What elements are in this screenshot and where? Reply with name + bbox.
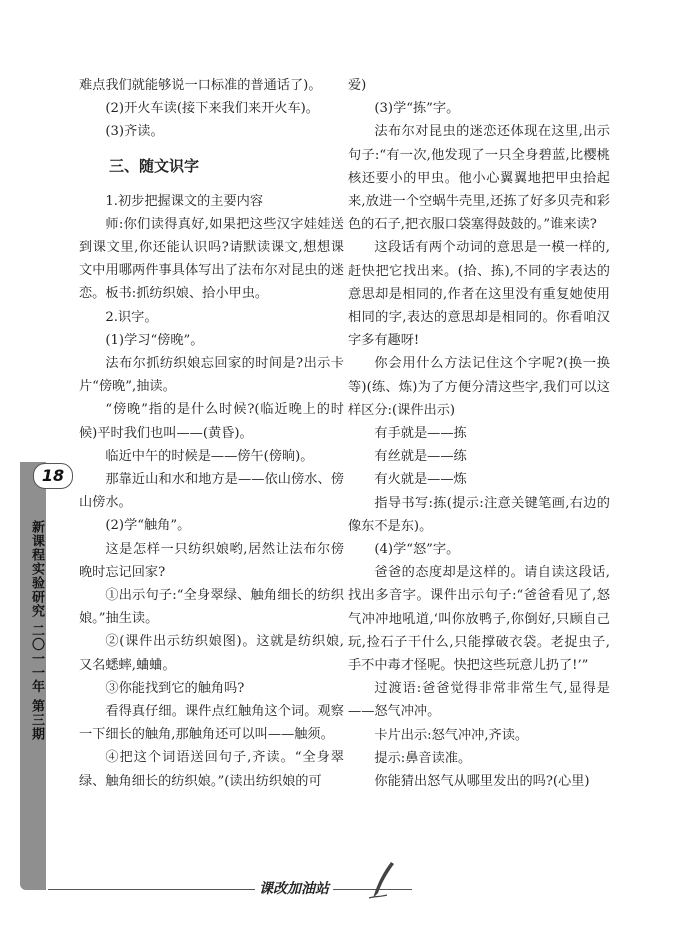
paragraph: (2)学“触角”。 <box>105 518 191 534</box>
paragraph: 1.初步把握课文的主要内容 <box>105 193 264 209</box>
footer-label: 课改加油站 <box>255 878 333 898</box>
paragraph: 那靠近山和水和地方是——依山傍水、傍山傍水。 <box>79 472 344 511</box>
left-column <box>79 74 344 793</box>
paragraph: 你能猜出怒气从哪里发出的吗?(心里) <box>374 774 590 790</box>
paragraph: (4)学“怒”字。 <box>374 542 460 558</box>
footer-rule <box>48 889 412 890</box>
paragraph: 有丝就是——练 <box>374 449 467 465</box>
paragraph: 法布尔抓纺织娘忘回家的时间是?出示卡片“傍晚”,抽读。 <box>79 356 344 395</box>
page-number: 18 <box>33 463 73 489</box>
paragraph: 指导书写:拣(提示:注意关键笔画,右边的像东不是东)。 <box>348 495 610 534</box>
paragraph: “傍晚”指的是什么时候?(临近晚上的时候)平时我们也叫——(黄昏)。 <box>79 402 344 441</box>
paragraph: 有手就是——拣 <box>374 426 467 442</box>
paragraph: 爸爸的态度却是这样的。请自读这段话,找出多音字。课件出示句子:“爸爸看见了,怒气冲冲地吼道,‘叫你放鸭子,你倒好,只顾自己玩,捡石子干什么,只能撑破衣袋。老捉虫子,手不中毒才怪呢。快把这些玩意儿扔了!’” <box>348 565 610 674</box>
paragraph: 有火就是——炼 <box>374 472 467 488</box>
paragraph: 法布尔对昆虫的迷恋还体现在这里,出示句子:“有一次,他发现了一只全身碧蓝,比樱桃核还要小的甲虫。他小心翼翼地把甲虫拾起来,放进一个空蜗牛壳里,还拣了好多贝壳和彩色的石子,把衣服口袋塞得鼓鼓的。”谁来读? <box>348 124 610 233</box>
pen-icon <box>367 860 397 900</box>
paragraph: 难点我们就能够说一口标准的普通话了)。 <box>79 78 322 93</box>
paragraph: 你会用什么方法记住这个字呢?(换一换等)(练、炼)为了方便分清这些字,我们可以这样区分:(课件出示) <box>348 356 610 418</box>
section-heading: 三、随文识字 <box>109 156 200 175</box>
right-column <box>348 74 610 793</box>
paragraph: ②(课件出示纺织娘图)。这就是纺织娘,又名蟋蟀,蛐蛐。 <box>79 634 344 673</box>
paragraph: 看得真仔细。课件点红触角这个词。观察一下细长的触角,那触角还可以叫——触须。 <box>79 704 344 743</box>
paragraph: 爱) <box>348 78 367 93</box>
paragraph: 这是怎样一只纺织娘哟,居然让法布尔傍晚时忘记回家? <box>79 541 344 580</box>
paragraph: 卡片出示:怒气冲冲,齐读。 <box>374 727 529 743</box>
paragraph: (1)学习“傍晚”。 <box>105 332 204 348</box>
paragraph: 2.识字。 <box>105 309 158 325</box>
paragraph: ①出示句子:“全身翠绿、触角细长的纺织娘。”抽生读。 <box>79 588 344 627</box>
paragraph: 提示:鼻音读准。 <box>374 750 472 766</box>
paragraph: (3)学“拣”字。 <box>374 101 460 117</box>
paragraph: 临近中午的时候是——傍午(傍晌)。 <box>105 448 314 464</box>
paragraph: (2)开火车读(接下来我们来开火车)。 <box>105 101 319 117</box>
paragraph: 这段话有两个动词的意思是一模一样的,赶快把它找出来。(拾、拣),不同的字表达的意思却是相同的,作者在这里没有重复她使用相同的字,表达的意思却是相同的。你看咱汉字多有趣呀! <box>348 240 610 349</box>
paragraph: (3)齐读。 <box>105 124 164 140</box>
paragraph: 过渡语:爸爸觉得非常非常生气,显得是——怒气冲冲。 <box>348 681 610 720</box>
paragraph: ④把这个词语送回句子,齐读。“全身翠绿、触角细长的纺织娘。”(读出纺织娘的可 <box>79 750 344 789</box>
paragraph: ③你能找到它的触角吗? <box>105 680 245 696</box>
paragraph: 师:你们读得真好,如果把这些汉字娃娃送到课文里,你还能认识吗?请默读课文,想想课文中用哪两件事具体写出了法布尔对昆虫的迷恋。板书:抓纺织娘、拾小甲虫。 <box>79 216 344 302</box>
journal-title: 新课程实验研究 二〇一一年 第三期 <box>29 520 44 742</box>
